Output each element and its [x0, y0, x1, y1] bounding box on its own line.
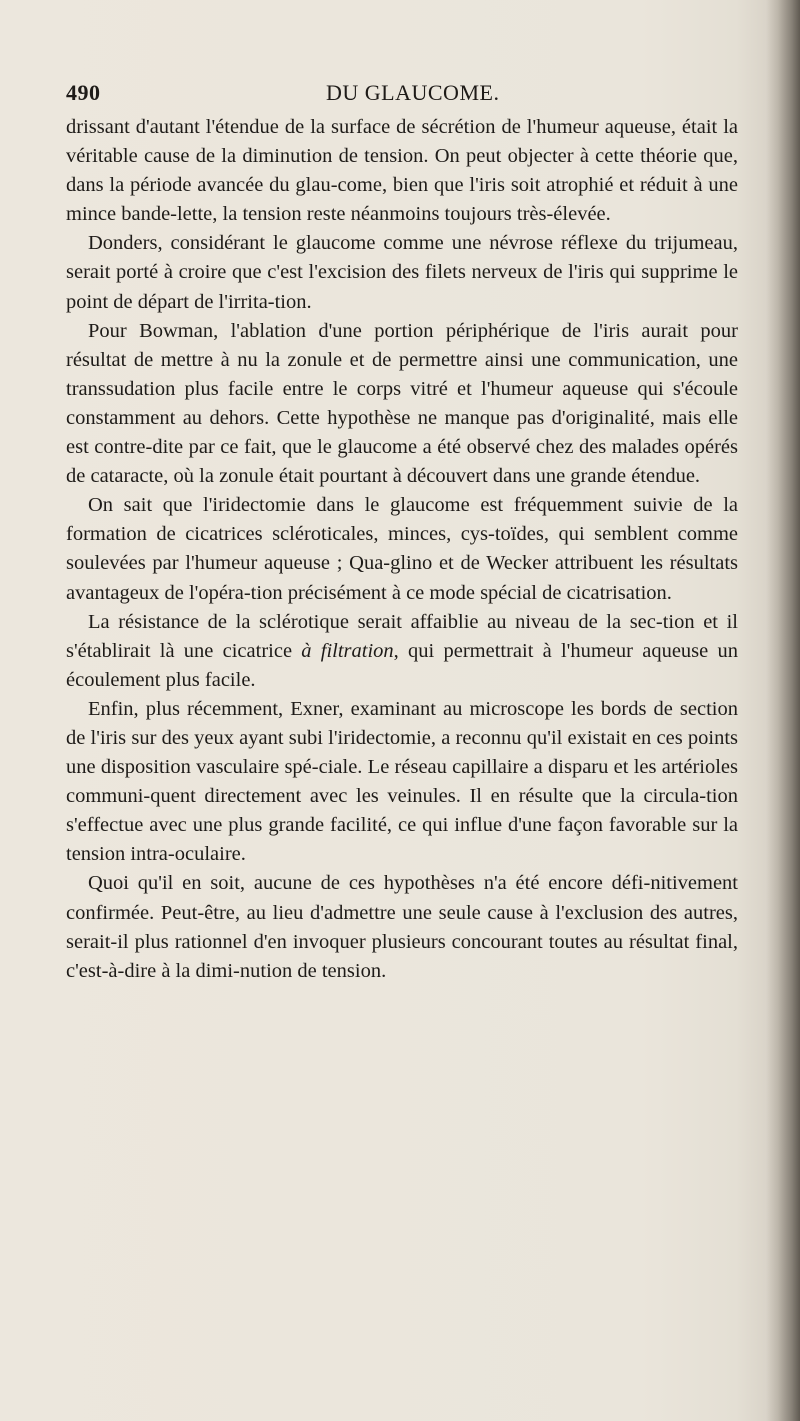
italic-term-filtration: à filtration	[301, 639, 394, 662]
page-edge-shadow	[766, 0, 800, 1421]
paragraph-6: Enfin, plus récemment, Exner, examinant au microscope les bords de section de l'iris sur des yeux ayant subi l'iridectomie, a reconnu qu'il existait en ces points une disposition vasculaire spé-ciale. Le réseau capillaire a disparu et les artérioles communi-quent directement avec les veinules. Il en résulte que la circula-tion s'effectue avec une plus grande facilité, ce qui influe d'une façon favorable sur la tension intra-oculaire.	[66, 697, 738, 866]
paragraph-5	[66, 608, 738, 695]
page-header	[66, 80, 746, 110]
paragraph-3: Pour Bowman, l'ablation d'une portion périphérique de l'iris aurait pour résultat de mettre à nu la zonule et de permettre ainsi une communication, une transsudation plus facile entre le corps vitré et l'humeur aqueuse qui s'écoule constamment au dehors. Cette hypothèse ne manque pas d'originalité, mais elle est contre-dite par ce fait, que le glaucome a été observé chez des malades opérés de cataracte, où la zonule était pourtant à découvert dans une grande étendue.	[66, 319, 738, 488]
paragraph-5-text-end: , qui permettrait à l'humeur aqueuse un écoulement plus facile.	[66, 639, 738, 691]
running-title: DU GLAUCOME.	[326, 80, 500, 105]
paragraph-4: On sait que l'iridectomie dans le glaucome est fréquemment suivie de la formation de cicatrices scléroticales, minces, cys-toïdes, qui semblent comme soulevées par l'humeur aqueuse ; Qua-glino et de Wecker attribuent les résultats avantageux de l'opéra-tion précisément à ce mode spécial de cicatrisation.	[66, 494, 738, 604]
body-text	[66, 113, 738, 986]
page-number: 490	[66, 80, 101, 105]
paragraph-7: Quoi qu'il en soit, aucune de ces hypothèses n'a été encore défi-nitivement confirmée. Peut-être, au lieu d'admettre une seule cause à l'exclusion des autres, serait-il plus rationnel d'en invoquer plusieurs concourant toutes au résultat final, c'est-à-dire à la dimi-nution de tension.	[66, 872, 738, 982]
paragraph-5-text: La résistance de la sclérotique serait affaiblie au niveau de la sec-tion et il s'établirait là une cicatrice	[66, 610, 738, 662]
paragraph-2: Donders, considérant le glaucome comme une névrose réflexe du trijumeau, serait porté à croire que c'est l'excision des filets nerveux de l'iris qui supprime le point de départ de l'irrita-tion.	[66, 232, 738, 313]
paragraph-1: drissant d'autant l'étendue de la surface de sécrétion de l'humeur aqueuse, était la véritable cause de la diminution de tension. On peut objecter à cette théorie que, dans la période avancée du glau-come, bien que l'iris soit atrophié et réduit à une mince bande-lette, la tension reste néanmoins toujours très-élevée.	[66, 116, 738, 226]
